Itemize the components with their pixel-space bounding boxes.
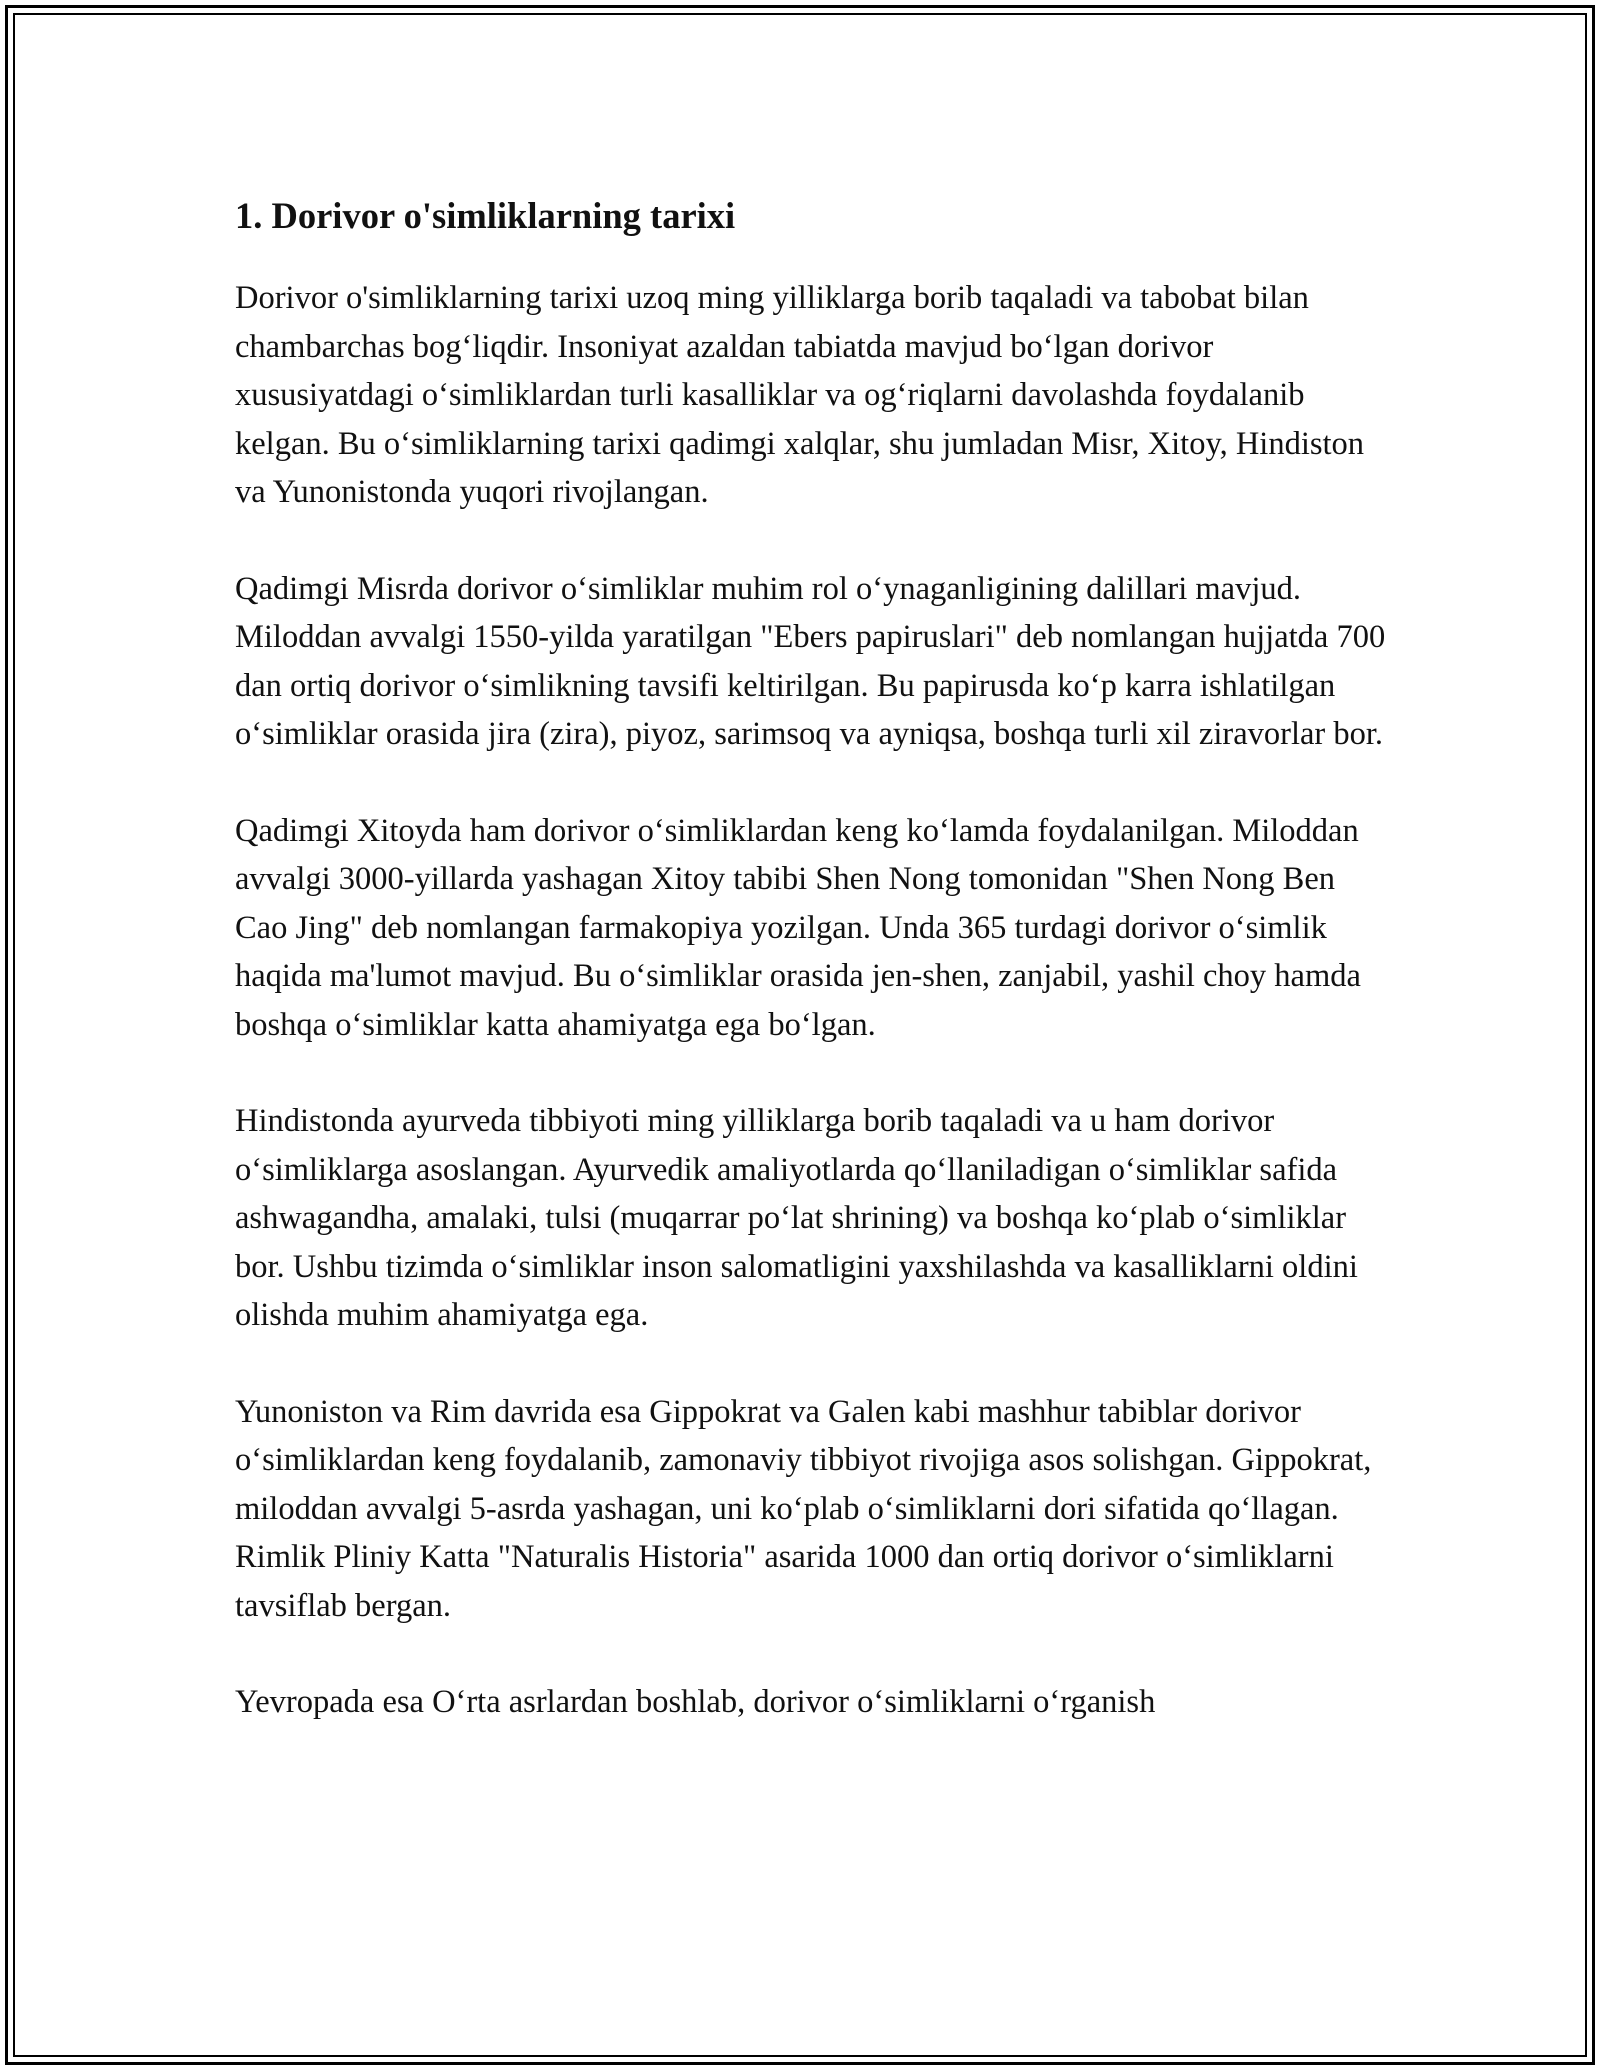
paragraph-greece-rome: Yunoniston va Rim davrida esa Gippokrat va Galen kabi mashhur tabiblar dorivor o‘simliklardan keng foydalanib, zamonaviy tibbiyot rivojiga asos solishgan. Gippokrat, miloddan avvalgi 5-asrda yashagan, uni ko‘plab o‘simliklarni dori sifatida qo‘llagan. Rimlik Pliniy Katta "Naturalis Historia" asarida 1000 dan ortiq dorivor o‘simliklarni tavsiflab bergan. xyxy=(235,1393,1372,1624)
paragraph-egypt: Qadimgi Misrda dorivor o‘simliklar muhim rol o‘ynaganligining dalillari mavjud. Miloddan avvalgi 1550-yilda yaratilgan "Ebers papiruslari" deb nomlangan hujjatda 700 dan ortiq dorivor o‘simlikning tavsifi keltirilgan. Bu papirusda ko‘p karra ishlatilgan o‘simliklar orasida jira (zira), piyoz, sarimsoq va ayniqsa, boshqa turli xil ziravorlar bor. xyxy=(235,570,1386,752)
paragraph-india: Hindistonda ayurveda tibbiyoti ming yilliklarga borib taqaladi va u ham dorivor o‘simliklarga asoslangan. Ayurvedik amaliyotlarda qo‘llaniladigan o‘simliklar safida ashwagandha, amalaki, tulsi (muqarrar po‘lat shrining) va boshqa ko‘plab o‘simliklar bor. Ushbu tizimda o‘simliklar inson salomatligini yaxshilashda va kasalliklarni oldini olishda muhim ahamiyatga ega. xyxy=(235,1103,1358,1333)
paragraph-europe: Yevropada esa O‘rta asrlardan boshlab, dorivor o‘simliklarni o‘rganish xyxy=(235,1684,1156,1720)
document-body xyxy=(235,188,1395,1775)
section-heading: 1. Dorivor o'simliklarning tarixi xyxy=(235,195,736,236)
paragraph-china: Qadimgi Xitoyda ham dorivor o‘simliklardan keng ko‘lamda foydalanilgan. Miloddan avvalgi 3000-yillarda yashagan Xitoy tabibi Shen Nong tomonidan "Shen Nong Ben Cao Jing" deb nomlangan farmakopiya yozilgan. Unda 365 turdagi dorivor o‘simlik haqida ma'lumot mavjud. Bu o‘simliklar orasida jen-shen, zanjabil, yashil choy hamda boshqa o‘simliklar katta ahamiyatga ega bo‘lgan. xyxy=(235,812,1361,1043)
paragraph-history-intro: Dorivor o'simliklarning tarixi uzoq ming yilliklarga borib taqaladi va tabobat bilan chambarchas bog‘liqdir. Insoniyat azaldan tabiatda mavjud bo‘lgan dorivor xususiyatdagi o‘simliklardan turli kasalliklar va og‘riqlarni davolashda foydalanib kelgan. Bu o‘simliklarning tarixi qadimgi xalqlar, shu jumladan Misr, Xitoy, Hindiston va Yunonistonda yuqori rivojlangan. xyxy=(235,280,1365,510)
